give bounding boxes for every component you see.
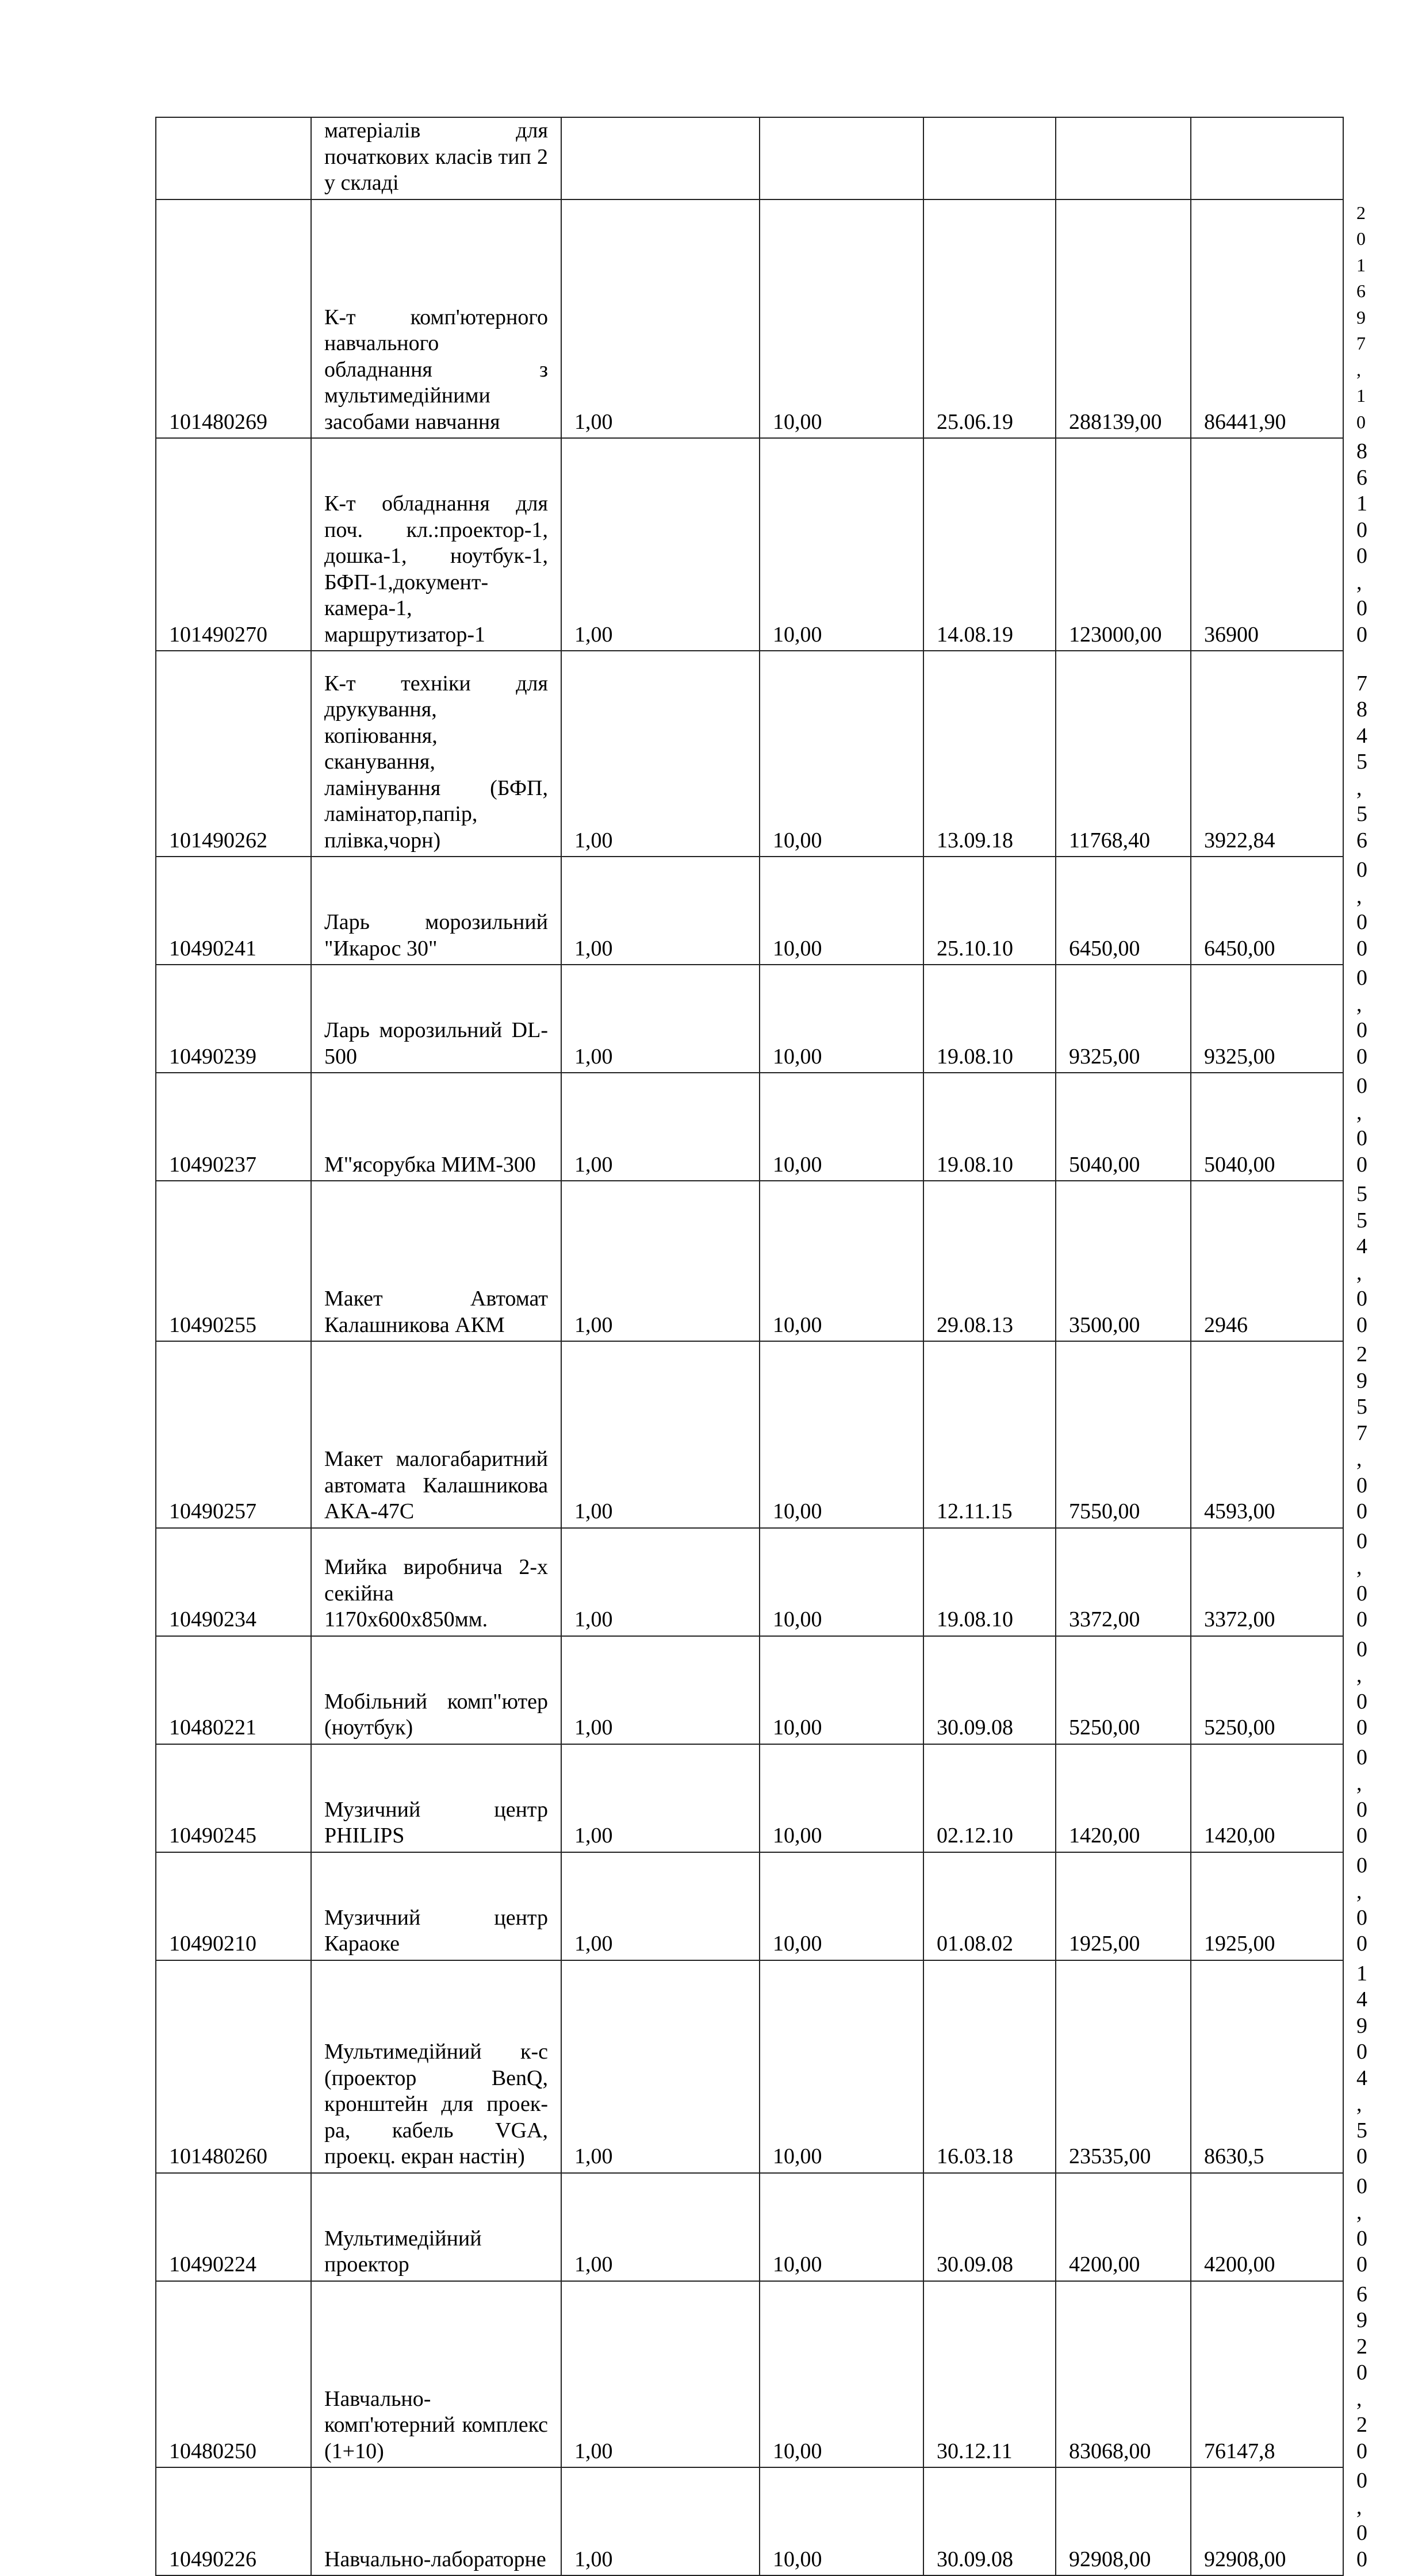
table-row: 101490262 К-т техніки для друкування, копіювання, сканування, ламінування (БФП, ламінатор,папір, плівка,чорн) 1,00 10,00 13.09.18 11768,40 3922,84 7845,56 xyxy=(156,651,1343,857)
date: 29.08.13 xyxy=(923,1181,1056,1341)
rate: 10,00 xyxy=(760,438,923,651)
inventory-number: 101480269 xyxy=(156,199,311,439)
cost xyxy=(1056,117,1191,199)
table-row: 10490226 Навчально-лабораторне 1,00 10,00 30.09.08 92908,00 92908,00 0,00 xyxy=(156,2467,1343,2575)
cost: 92908,00 xyxy=(1056,2467,1191,2575)
date: 12.11.15 xyxy=(923,1341,1056,1528)
quantity: 1,00 xyxy=(561,1852,760,1960)
depreciation: 9325,00 xyxy=(1191,965,1343,1073)
item-name: Макет Автомат Калашникова АКМ xyxy=(311,1181,561,1341)
inventory-number: 101490270 xyxy=(156,438,311,651)
inventory-number: 10490224 xyxy=(156,2173,311,2281)
item-name: К-т обладнання для поч. кл.:проектор-1, дошка-1, ноутбук-1, БФП-1,документ-камера-1, маршрутизатор-1 xyxy=(311,438,561,651)
cost: 83068,00 xyxy=(1056,2281,1191,2468)
depreciation: 4593,00 xyxy=(1191,1341,1343,1528)
table-row: 101480269 К-т комп'ютерного навчального обладнання з мультимедійними засобами навчання 1,00 10,00 25.06.19 288139,00 86441,90 201697,10 xyxy=(156,199,1343,439)
quantity: 1,00 xyxy=(561,651,760,857)
quantity xyxy=(561,117,760,199)
depreciation: 4200,00 xyxy=(1191,2173,1343,2281)
table-row: 10490239 Ларь морозильний DL-500 1,00 10,00 19.08.10 9325,00 9325,00 0,00 xyxy=(156,965,1343,1073)
cost: 11768,40 xyxy=(1056,651,1191,857)
date: 25.10.10 xyxy=(923,857,1056,965)
item-name: Мобільний комп"ютер (ноутбук) xyxy=(311,1636,561,1744)
date: 13.09.18 xyxy=(923,651,1056,857)
inventory-number: 10480221 xyxy=(156,1636,311,1744)
inventory-number xyxy=(156,117,311,199)
table-row: 10480221 Мобільний комп"ютер (ноутбук) 1,00 10,00 30.09.08 5250,00 5250,00 0,00 xyxy=(156,1636,1343,1744)
rate: 10,00 xyxy=(760,2281,923,2468)
inventory-number: 10490234 xyxy=(156,1528,311,1636)
date: 30.12.11 xyxy=(923,2281,1056,2468)
cost: 6450,00 xyxy=(1056,857,1191,965)
item-name: Музичний центр Караоке xyxy=(311,1852,561,1960)
quantity: 1,00 xyxy=(561,1744,760,1852)
item-name: Макет малогабаритний автомата Калашникова АКА-47С xyxy=(311,1341,561,1528)
inventory-number: 10480250 xyxy=(156,2281,311,2468)
inventory-number: 10490210 xyxy=(156,1852,311,1960)
inventory-number: 101480260 xyxy=(156,1960,311,2173)
inventory-number: 10490245 xyxy=(156,1744,311,1852)
item-name: Ларь морозильний "Икарос 30" xyxy=(311,857,561,965)
inventory-table xyxy=(155,117,1367,2576)
table-row: 10490255 Макет Автомат Калашникова АКМ 1,00 10,00 29.08.13 3500,00 2946 554,00 xyxy=(156,1181,1343,1341)
item-name: К-т комп'ютерного навчального обладнання з мультимедійними засобами навчання xyxy=(311,199,561,439)
date: 25.06.19 xyxy=(923,199,1056,439)
date: 16.03.18 xyxy=(923,1960,1056,2173)
inventory-number: 10490226 xyxy=(156,2467,311,2575)
rate: 10,00 xyxy=(760,2467,923,2575)
depreciation: 36900 xyxy=(1191,438,1343,651)
quantity: 1,00 xyxy=(561,1073,760,1181)
rate: 10,00 xyxy=(760,857,923,965)
table-row: 101480260 Мультимедійний к-с (проектор BenQ, кронштейн для проек-ра, кабель VGA, проекц. екран настін) 1,00 10,00 16.03.18 23535,00 8630,5 14904,50 xyxy=(156,1960,1343,2173)
quantity: 1,00 xyxy=(561,1960,760,2173)
item-name: М"ясорубка МИМ-300 xyxy=(311,1073,561,1181)
table-row xyxy=(156,117,1343,199)
quantity: 1,00 xyxy=(561,438,760,651)
table-row: 10490241 Ларь морозильний "Икарос 30" 1,00 10,00 25.10.10 6450,00 6450,00 0,00 xyxy=(156,857,1343,965)
quantity: 1,00 xyxy=(561,1528,760,1636)
depreciation: 5040,00 xyxy=(1191,1073,1343,1181)
date: 30.09.08 xyxy=(923,2467,1056,2575)
table-row: 10480250 Навчально-комп'ютерний комплекс (1+10) 1,00 10,00 30.12.11 83068,00 76147,8 6920,20 xyxy=(156,2281,1343,2468)
table-row: 10490210 Музичний центр Караоке 1,00 10,00 01.08.02 1925,00 1925,00 0,00 xyxy=(156,1852,1343,1960)
table-row: 10490257 Макет малогабаритний автомата Калашникова АКА-47С 1,00 10,00 12.11.15 7550,00 4593,00 2957,00 xyxy=(156,1341,1343,1528)
quantity: 1,00 xyxy=(561,1181,760,1341)
inventory-number: 101490262 xyxy=(156,651,311,857)
cost: 5250,00 xyxy=(1056,1636,1191,1744)
item-name: Мультимедійний к-с (проектор BenQ, кронштейн для проек-ра, кабель VGA, проекц. екран настін) xyxy=(311,1960,561,2173)
rate: 10,00 xyxy=(760,1744,923,1852)
date: 30.09.08 xyxy=(923,2173,1056,2281)
quantity: 1,00 xyxy=(561,857,760,965)
depreciation: 86441,90 xyxy=(1191,199,1343,439)
depreciation: 5250,00 xyxy=(1191,1636,1343,1744)
depreciation: 2946 xyxy=(1191,1181,1343,1341)
date: 19.08.10 xyxy=(923,965,1056,1073)
depreciation: 8630,5 xyxy=(1191,1960,1343,2173)
table-row: 10490224 Мультимедійний проектор 1,00 10,00 30.09.08 4200,00 4200,00 0,00 xyxy=(156,2173,1343,2281)
cost: 1925,00 xyxy=(1056,1852,1191,1960)
cost: 1420,00 xyxy=(1056,1744,1191,1852)
cost: 4200,00 xyxy=(1056,2173,1191,2281)
item-name: Ларь морозильний DL-500 xyxy=(311,965,561,1073)
date: 02.12.10 xyxy=(923,1744,1056,1852)
quantity: 1,00 xyxy=(561,965,760,1073)
rate: 10,00 xyxy=(760,1181,923,1341)
depreciation xyxy=(1191,117,1343,199)
cost: 9325,00 xyxy=(1056,965,1191,1073)
rate xyxy=(760,117,923,199)
date: 14.08.19 xyxy=(923,438,1056,651)
rate: 10,00 xyxy=(760,1636,923,1744)
cost: 123000,00 xyxy=(1056,438,1191,651)
rate: 10,00 xyxy=(760,1073,923,1181)
inventory-number: 10490241 xyxy=(156,857,311,965)
rate: 10,00 xyxy=(760,1852,923,1960)
date xyxy=(923,117,1056,199)
quantity: 1,00 xyxy=(561,2281,760,2468)
table-row: 10490237 М"ясорубка МИМ-300 1,00 10,00 19.08.10 5040,00 5040,00 0,00 xyxy=(156,1073,1343,1181)
table-row: 101490270 К-т обладнання для поч. кл.:проектор-1, дошка-1, ноутбук-1, БФП-1,документ-камера-1, маршрутизатор-1 1,00 10,00 14.08.19 123000,00 36900 86100,00 xyxy=(156,438,1343,651)
item-name: Мийка виробнича 2-х секійна 1170х600х850мм. xyxy=(311,1528,561,1636)
table-row: 10490234 Мийка виробнича 2-х секійна 1170х600х850мм. 1,00 10,00 19.08.10 3372,00 3372,00 0,00 xyxy=(156,1528,1343,1636)
date: 30.09.08 xyxy=(923,1636,1056,1744)
depreciation: 92908,00 xyxy=(1191,2467,1343,2575)
rate: 10,00 xyxy=(760,1960,923,2173)
item-name: матеріалів для початкових класів тип 2 у складі xyxy=(311,117,561,199)
depreciation: 3372,00 xyxy=(1191,1528,1343,1636)
inventory-number: 10490255 xyxy=(156,1181,311,1341)
depreciation: 3922,84 xyxy=(1191,651,1343,857)
date: 01.08.02 xyxy=(923,1852,1056,1960)
cost: 5040,00 xyxy=(1056,1073,1191,1181)
quantity: 1,00 xyxy=(561,2467,760,2575)
quantity: 1,00 xyxy=(561,1341,760,1528)
item-name: Навчально-комп'ютерний комплекс (1+10) xyxy=(311,2281,561,2468)
date: 19.08.10 xyxy=(923,1073,1056,1181)
inventory-number: 10490239 xyxy=(156,965,311,1073)
quantity: 1,00 xyxy=(561,1636,760,1744)
rate: 10,00 xyxy=(760,965,923,1073)
rate: 10,00 xyxy=(760,2173,923,2281)
rate: 10,00 xyxy=(760,1528,923,1636)
item-name: Мультимедійний проектор xyxy=(311,2173,561,2281)
cost: 288139,00 xyxy=(1056,199,1191,439)
cost: 3372,00 xyxy=(1056,1528,1191,1636)
quantity: 1,00 xyxy=(561,2173,760,2281)
rate: 10,00 xyxy=(760,199,923,439)
rate: 10,00 xyxy=(760,1341,923,1528)
cost: 7550,00 xyxy=(1056,1341,1191,1528)
rate: 10,00 xyxy=(760,651,923,857)
inventory-number: 10490257 xyxy=(156,1341,311,1528)
depreciation: 1925,00 xyxy=(1191,1852,1343,1960)
cost: 23535,00 xyxy=(1056,1960,1191,2173)
depreciation: 6450,00 xyxy=(1191,857,1343,965)
cost: 3500,00 xyxy=(1056,1181,1191,1341)
inventory-number: 10490237 xyxy=(156,1073,311,1181)
table-row: 10490245 Музичний центр PHILIPS 1,00 10,00 02.12.10 1420,00 1420,00 0,00 xyxy=(156,1744,1343,1852)
quantity: 1,00 xyxy=(561,199,760,439)
depreciation: 1420,00 xyxy=(1191,1744,1343,1852)
item-name: К-т техніки для друкування, копіювання, сканування, ламінування (БФП, ламінатор,папір, плівка,чорн) xyxy=(311,651,561,857)
item-name: Музичний центр PHILIPS xyxy=(311,1744,561,1852)
date: 19.08.10 xyxy=(923,1528,1056,1636)
depreciation: 76147,8 xyxy=(1191,2281,1343,2468)
item-name: Навчально-лабораторне xyxy=(311,2467,561,2575)
